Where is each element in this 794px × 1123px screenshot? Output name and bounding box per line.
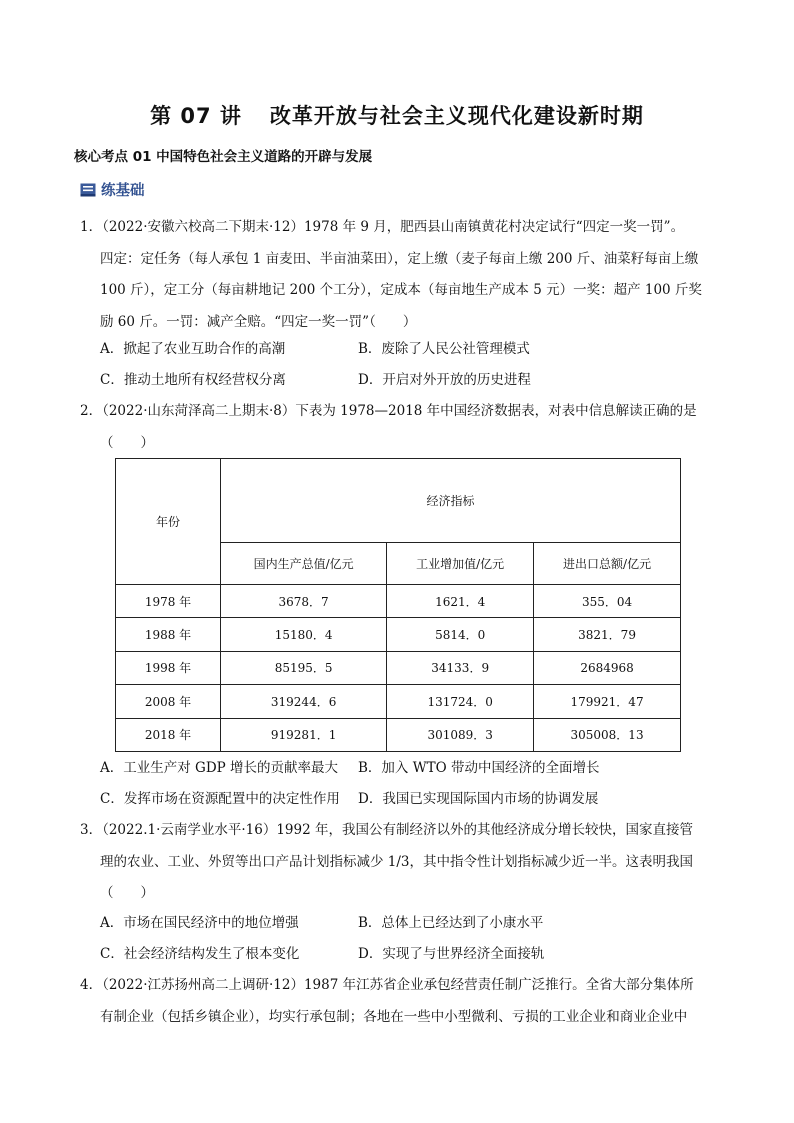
question-3-line: 3．（2022.1·云南学业水平·16）1992 年，我国公有制经济以外的其他经济成分增长较快，国家直接管 [80,822,693,838]
cell-industry: 5814．0 [387,618,534,651]
lecture-title: 改革开放与社会主义现代化建设新时期 [269,104,644,128]
cell-trade: 305008．13 [534,718,681,751]
option-b[interactable]: B．废除了人民公社管理模式 [358,341,530,357]
cell-year: 2018 年 [116,718,221,751]
question-2-line: （ ） [100,434,154,451]
question-3-line: 理的农业、工业、外贸等出口产品计划指标减少 1/3，其中指令性计划指标减少近一半。这表明我国 [100,853,694,870]
option-a[interactable]: A．市场在国民经济中的地位增强 [100,915,299,931]
cell-trade: 3821．79 [534,618,681,651]
cell-year: 2008 年 [116,685,221,718]
question-3-options [100,908,720,970]
cell-industry: 131724．0 [387,685,534,718]
page-title [0,100,794,130]
option-c[interactable]: C．社会经济结构发生了根本变化 [100,946,300,962]
economic-data-table [115,458,681,752]
table-header-group: 经济指标 [221,459,681,543]
option-d[interactable]: D．开启对外开放的历史进程 [358,372,531,388]
cell-trade: 179921．47 [534,685,681,718]
question-1-line: 励 60 斤。一罚：减产全赔。“四定一奖一罚”（ ） [100,313,417,330]
table-row [116,651,681,684]
core-point-heading: 核心考点 01 中国特色社会主义道路的开辟与发展 [74,149,373,165]
question-1 [80,212,720,338]
cell-gdp: 919281．1 [221,718,387,751]
table-header-industry: 工业增加值/亿元 [387,543,534,585]
section-label: 练基础 [101,183,145,199]
question-4 [80,970,720,1033]
cell-gdp: 3678．7 [221,585,387,618]
question-1-line: 100 斤），定工分（每亩耕地记 200 个工分），定成本（每亩地生产成本 5 元）一奖：超产 100 斤奖 [100,282,702,298]
cell-industry: 1621．4 [387,585,534,618]
cell-gdp: 319244．6 [221,685,387,718]
option-c[interactable]: C．推动土地所有权经营权分离 [100,372,286,388]
cell-trade: 2684968 [534,651,681,684]
option-a[interactable]: A．掀起了农业互助合作的高潮 [100,341,286,357]
book-icon [80,183,96,197]
cell-gdp: 85195．5 [221,651,387,684]
option-b[interactable]: B．总体上已经达到了小康水平 [358,915,544,931]
cell-industry: 34133．9 [387,651,534,684]
question-3-line: （ ） [100,885,154,901]
question-4-line: 4．（2022·江苏扬州高二上调研·12）1987 年江苏省企业承包经营责任制广泛推行。全省大部分集体所 [80,977,694,993]
table-header-year: 年份 [116,459,221,585]
lecture-number: 第 07 讲 [150,104,242,128]
cell-year: 1978 年 [116,585,221,618]
question-2 [80,396,720,459]
option-d[interactable]: D．实现了与世界经济全面接轨 [358,946,545,962]
table-row [116,585,681,618]
table-header-gdp: 国内生产总值/亿元 [221,543,387,585]
cell-gdp: 15180．4 [221,618,387,651]
table-header-trade: 进出口总额/亿元 [534,543,681,585]
cell-industry: 301089．3 [387,718,534,751]
option-c[interactable]: C．发挥市场在资源配置中的决定性作用 [100,791,340,807]
table-row [116,685,681,718]
question-1-line: 四定：定任务（每人承包 1 亩麦田、半亩油菜田），定上缴（麦子每亩上缴 200 斤、油菜籽每亩上缴 [100,250,699,267]
question-1-line: 1．（2022·安徽六校高二下期末·12）1978 年 9 月，肥西县山南镇黄花村决定试行“四定一奖一罚”。 [80,219,685,235]
question-3 [80,815,720,910]
option-a[interactable]: A．工业生产对 GDP 增长的贡献率最大 [100,760,339,776]
cell-trade: 355．04 [534,585,681,618]
section-heading [80,179,145,200]
cell-year: 1988 年 [116,618,221,651]
option-b[interactable]: B．加入 WTO 带动中国经济的全面增长 [358,760,600,776]
table-row [116,718,681,751]
cell-year: 1998 年 [116,651,221,684]
question-4-line: 有制企业（包括乡镇企业），均实行承包制；各地在一些中小型微利、亏损的工业企业和商业企业中 [100,1008,688,1025]
question-2-line: 2．（2022·山东菏泽高二上期末·8）下表为 1978—2018 年中国经济数据表，对表中信息解读正确的是 [80,403,697,419]
question-1-options [100,334,720,396]
table-row [116,618,681,651]
option-d[interactable]: D．我国已实现国际国内市场的协调发展 [358,791,599,807]
question-2-options [100,753,720,815]
